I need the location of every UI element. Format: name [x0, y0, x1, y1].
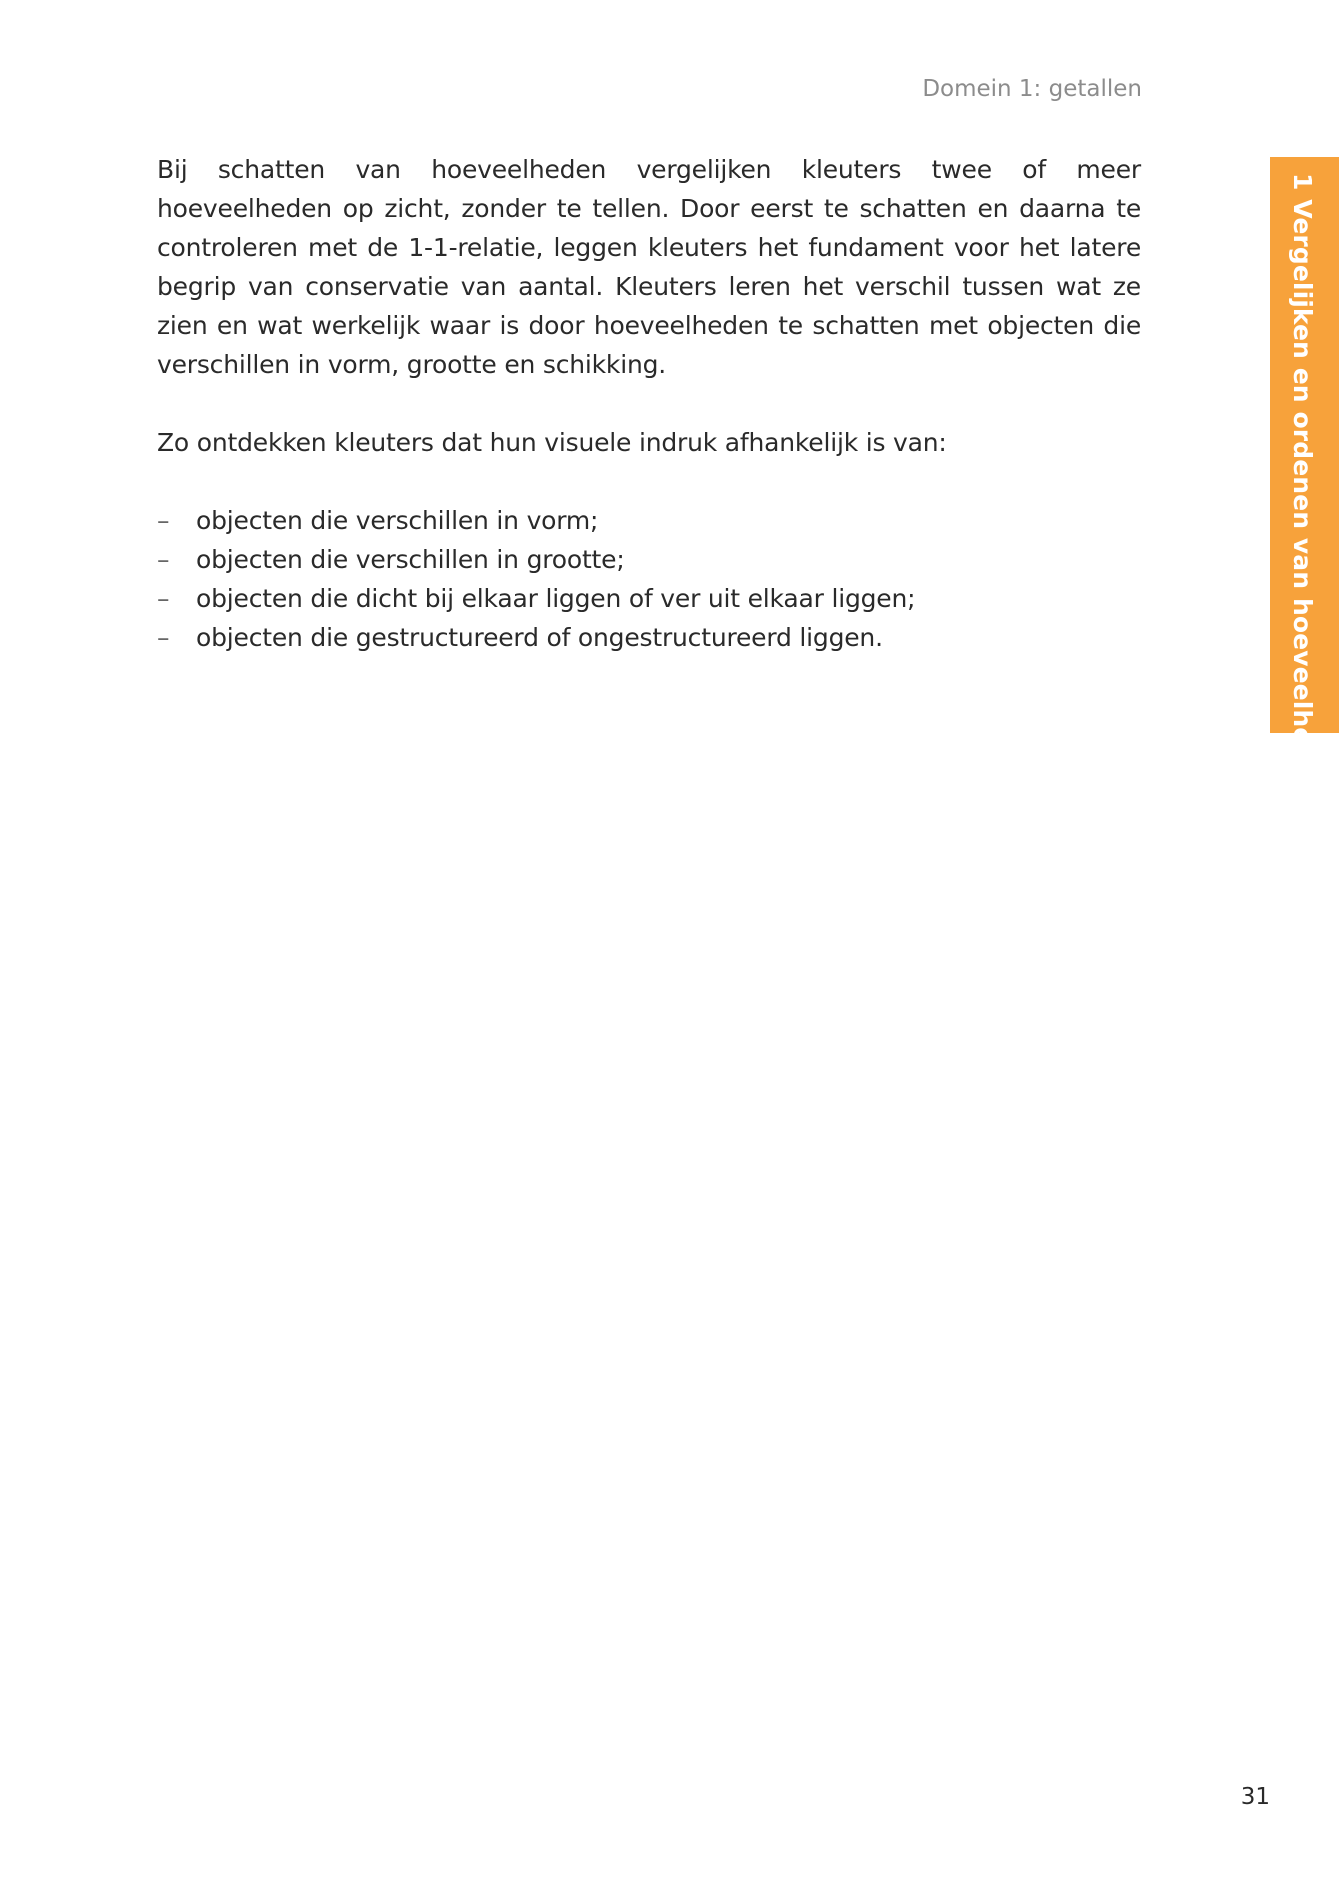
- list-item: [157, 618, 1141, 657]
- page-number: 31: [1240, 1784, 1270, 1810]
- list-item-text: objecten die verschillen in grootte;: [196, 545, 625, 574]
- body-text: [157, 150, 1141, 657]
- dash-marker: –: [157, 584, 170, 613]
- list-item-text: objecten die verschillen in vorm;: [196, 506, 599, 535]
- list-item-text: objecten die dicht bij elkaar liggen of ver uit elkaar liggen;: [196, 584, 916, 613]
- list-item-text: objecten die gestructureerd of ongestructureerd liggen.: [196, 623, 883, 652]
- paragraph-lead-in: Zo ontdekken kleuters dat hun visuele indruk afhankelijk is van:: [157, 428, 947, 457]
- list-item: [157, 501, 1141, 540]
- bullet-list: [157, 501, 1141, 657]
- running-header: Domein 1: getallen: [922, 76, 1142, 102]
- paragraph-intro: Bij schatten van hoeveelheden vergelijken kleuters twee of meer hoeveelheden op zicht, zonder te tellen. Door eerst te schatten en daarna te controleren met de 1-1-relatie, leggen kleuters het fundament voor het latere begrip van conservatie van aantal. Kleuters leren het verschil tussen wat ze zien en wat werkelijk waar is door hoeveelheden te schatten met objecten die verschillen in vorm, grootte en schikking.: [157, 155, 1141, 379]
- chapter-side-tab: [1270, 157, 1339, 798]
- dash-marker: –: [157, 545, 170, 574]
- chapter-side-tab-label: 1 Vergelijken en ordenen van hoeveelheden: [1287, 173, 1317, 798]
- dash-marker: –: [157, 506, 170, 535]
- list-item: [157, 579, 1141, 618]
- dash-marker: –: [157, 623, 170, 652]
- list-item: [157, 540, 1141, 579]
